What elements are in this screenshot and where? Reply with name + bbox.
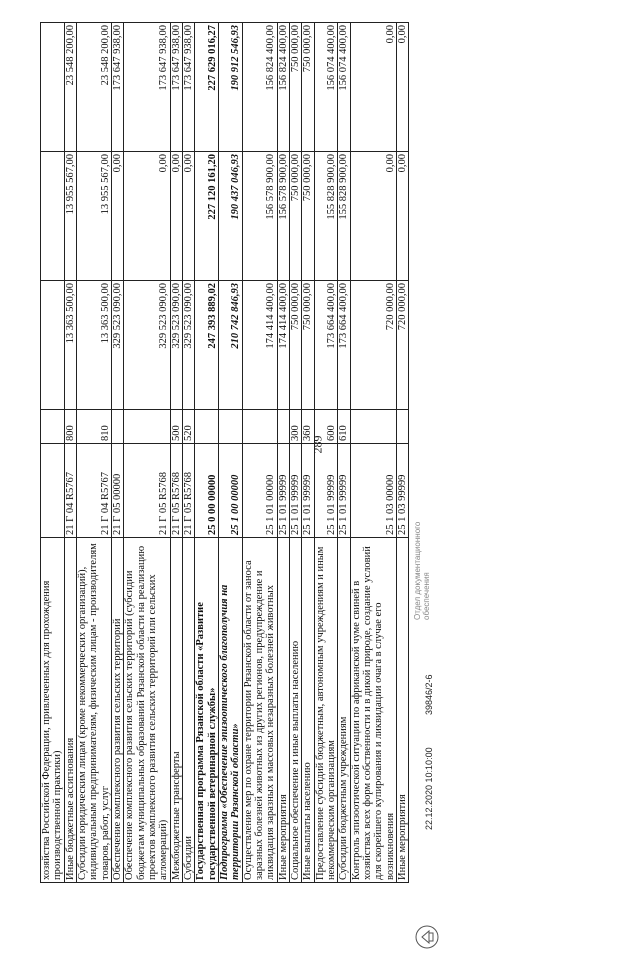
- row-name-cell: Подпрограмма «Обеспечение эпизоотического благополучия на территории Рязанской области»: [218, 538, 242, 883]
- row-value-2020-cell: 720 000,00: [350, 281, 396, 410]
- table-row: [314, 23, 338, 883]
- row-code-cell: 21 Г 05 R5768: [182, 444, 194, 538]
- row-value-2020-cell: 720 000,00: [396, 281, 408, 410]
- row-code-cell: 25 1 01 00000: [242, 444, 277, 538]
- row-value-2021-cell: 0,00: [182, 152, 194, 281]
- row-name-cell: Межбюджетные трансферты: [170, 538, 182, 883]
- row-name-cell: Осуществление мер по охране территории Рязанской области от заноса заразных болезней животных из других регионов, предупреждение и ликвидация заразных и массовых незаразных болезней животных: [242, 538, 277, 883]
- row-code-cell: 25 1 01 99999: [314, 444, 338, 538]
- row-vr-cell: [41, 410, 65, 444]
- row-code-cell: 25 1 01 99999: [277, 444, 289, 538]
- row-name-cell: Субсидии бюджетным учреждениям: [338, 538, 350, 883]
- row-value-2021-cell: 0,00: [170, 152, 182, 281]
- row-value-2022-cell: 190 912 546,93: [218, 23, 242, 152]
- row-value-2021-cell: 227 120 161,20: [195, 152, 219, 281]
- row-name-cell: Обеспечение комплексного развития сельских территорий: [111, 538, 123, 883]
- row-name-cell: Контроль эпизоотической ситуации по африканской чуме свиней в хозяйствах всех форм собственности и в дикой природе, создание условий для скорейшего купирования и ликвидации очага в случае его возникновения: [350, 538, 396, 883]
- row-code-cell: 25 1 01 99999: [289, 444, 301, 538]
- row-value-2020-cell: 329 523 090,00: [182, 281, 194, 410]
- budget-table: [40, 22, 409, 883]
- row-vr-cell: 300: [289, 410, 301, 444]
- row-vr-cell: [195, 410, 219, 444]
- row-value-2022-cell: 156 074 400,00: [338, 23, 350, 152]
- row-value-2022-cell: 23 548 200,00: [76, 23, 111, 152]
- row-value-2022-cell: [41, 23, 65, 152]
- row-value-2021-cell: 750 000,00: [289, 152, 301, 281]
- row-value-2021-cell: 155 828 900,00: [338, 152, 350, 281]
- seal-icon: [414, 924, 440, 950]
- row-name-cell: Субсидии юридическим лицам (кроме некоммерческих организаций), индивидуальным предпринимателям, физическим лицам - производителям товаров, работ, услуг: [76, 538, 111, 883]
- row-value-2020-cell: 750 000,00: [302, 281, 314, 410]
- row-value-2020-cell: 174 414 400,00: [277, 281, 289, 410]
- row-vr-cell: [242, 410, 277, 444]
- row-value-2020-cell: 750 000,00: [289, 281, 301, 410]
- row-value-2022-cell: 156 824 400,00: [277, 23, 289, 152]
- row-code-cell: [41, 444, 65, 538]
- row-vr-cell: [350, 410, 396, 444]
- row-value-2021-cell: [41, 152, 65, 281]
- document-date: 22.12.2020 10:10:00: [424, 747, 434, 830]
- row-value-2022-cell: 750 000,00: [289, 23, 301, 152]
- table-row: [396, 23, 408, 883]
- table-row: [350, 23, 396, 883]
- table-row: [124, 23, 170, 883]
- footer: [410, 510, 450, 970]
- row-name-cell: Социальное обеспечение и иные выплаты населению: [289, 538, 301, 883]
- row-code-cell: 21 Г 04 R5767: [64, 444, 76, 538]
- row-vr-cell: [277, 410, 289, 444]
- table-row: [64, 23, 76, 883]
- table-row: [111, 23, 123, 883]
- row-value-2020-cell: 247 393 889,02: [195, 281, 219, 410]
- row-value-2020-cell: 329 523 090,00: [170, 281, 182, 410]
- row-code-cell: 25 0 00 00000: [195, 444, 219, 538]
- row-vr-cell: 810: [76, 410, 111, 444]
- row-code-cell: 21 Г 04 R5767: [76, 444, 111, 538]
- table-row: [289, 23, 301, 883]
- table-row: [338, 23, 350, 883]
- row-value-2020-cell: [41, 281, 65, 410]
- table-row: [41, 23, 65, 883]
- row-vr-cell: 600: [314, 410, 338, 444]
- row-name-cell: Иные мероприятия: [277, 538, 289, 883]
- row-value-2022-cell: 173 647 938,00: [170, 23, 182, 152]
- row-name-cell: Предоставление субсидий бюджетным, автономным учреждениям и иным некоммерческим организациям: [314, 538, 338, 883]
- table-row: [242, 23, 277, 883]
- row-value-2022-cell: 227 629 016,27: [195, 23, 219, 152]
- row-vr-cell: [396, 410, 408, 444]
- row-vr-cell: [111, 410, 123, 444]
- row-code-cell: 25 1 01 99999: [302, 444, 314, 538]
- row-value-2021-cell: 0,00: [124, 152, 170, 281]
- row-value-2021-cell: 0,00: [396, 152, 408, 281]
- row-value-2021-cell: 190 437 046,93: [218, 152, 242, 281]
- rotated-page-content: [40, 23, 600, 883]
- row-vr-cell: [218, 410, 242, 444]
- row-vr-cell: 800: [64, 410, 76, 444]
- row-code-cell: 25 1 03 99999: [396, 444, 408, 538]
- row-value-2020-cell: 174 414 400,00: [242, 281, 277, 410]
- table-row: [76, 23, 111, 883]
- row-code-cell: 25 1 01 99999: [338, 444, 350, 538]
- row-name-cell: Государственная программа Рязанской области «Развитие государственной ветеринарной службы»: [195, 538, 219, 883]
- row-vr-cell: [124, 410, 170, 444]
- table-row: [182, 23, 194, 883]
- table-row: [218, 23, 242, 883]
- row-name-cell: Обеспечение комплексного развития сельских территорий (субсидии бюджетам муниципальных образований Рязанской области на реализацию проектов комплексного развития сельских территорий или сельских агломераций): [124, 538, 170, 883]
- row-name-cell: Иные бюджетные ассигнования: [64, 538, 76, 883]
- row-code-cell: 25 1 00 00000: [218, 444, 242, 538]
- footer-strip: [413, 0, 622, 905]
- row-value-2022-cell: 156 824 400,00: [242, 23, 277, 152]
- table-row: [302, 23, 314, 883]
- row-code-cell: 25 1 03 00000: [350, 444, 396, 538]
- row-value-2021-cell: 0,00: [350, 152, 396, 281]
- department-line-1: Отдел документационного: [413, 521, 422, 620]
- row-value-2022-cell: 23 548 200,00: [64, 23, 76, 152]
- row-code-cell: 21 Г 05 00000: [111, 444, 123, 538]
- row-name-cell: Субсидии: [182, 538, 194, 883]
- row-value-2021-cell: 156 578 900,00: [242, 152, 277, 281]
- department-line-2: обеспечения: [421, 572, 431, 620]
- row-value-2020-cell: 173 664 400,00: [338, 281, 350, 410]
- row-value-2022-cell: 173 647 938,00: [182, 23, 194, 152]
- table-row: [195, 23, 219, 883]
- row-vr-cell: 360: [302, 410, 314, 444]
- row-vr-cell: 500: [170, 410, 182, 444]
- row-value-2021-cell: 155 828 900,00: [314, 152, 338, 281]
- row-value-2022-cell: 0,00: [396, 23, 408, 152]
- row-value-2021-cell: 13 955 567,00: [64, 152, 76, 281]
- row-value-2020-cell: 329 523 090,00: [111, 281, 123, 410]
- row-vr-cell: 610: [338, 410, 350, 444]
- row-value-2022-cell: 156 074 400,00: [314, 23, 338, 152]
- row-value-2020-cell: 210 742 846,93: [218, 281, 242, 410]
- budget-table-body: [41, 23, 409, 883]
- table-row: [170, 23, 182, 883]
- row-value-2020-cell: 329 523 090,00: [124, 281, 170, 410]
- row-value-2021-cell: 156 578 900,00: [277, 152, 289, 281]
- row-code-cell: 21 Г 05 R5768: [170, 444, 182, 538]
- row-name-cell: Иные выплаты населению: [302, 538, 314, 883]
- row-value-2021-cell: 13 955 567,00: [76, 152, 111, 281]
- row-value-2020-cell: 173 664 400,00: [314, 281, 338, 410]
- row-name-cell: Иные мероприятия: [396, 538, 408, 883]
- row-value-2020-cell: 13 363 500,00: [76, 281, 111, 410]
- row-value-2022-cell: 173 647 938,00: [124, 23, 170, 152]
- row-value-2022-cell: 173 647 938,00: [111, 23, 123, 152]
- row-value-2022-cell: 0,00: [350, 23, 396, 152]
- row-value-2021-cell: 0,00: [111, 152, 123, 281]
- row-value-2020-cell: 13 363 500,00: [64, 281, 76, 410]
- row-value-2021-cell: 750 000,00: [302, 152, 314, 281]
- row-vr-cell: 520: [182, 410, 194, 444]
- page-number: 289: [310, 435, 325, 454]
- department-mark: [414, 510, 432, 620]
- row-value-2022-cell: 750 000,00: [302, 23, 314, 152]
- document-id: 39846/2-6: [424, 674, 434, 715]
- row-name-cell: хозяйства Российской Федерации, привлеченных для прохождения производственной практики): [41, 538, 65, 883]
- table-row: [277, 23, 289, 883]
- row-code-cell: 21 Г 05 R5768: [124, 444, 170, 538]
